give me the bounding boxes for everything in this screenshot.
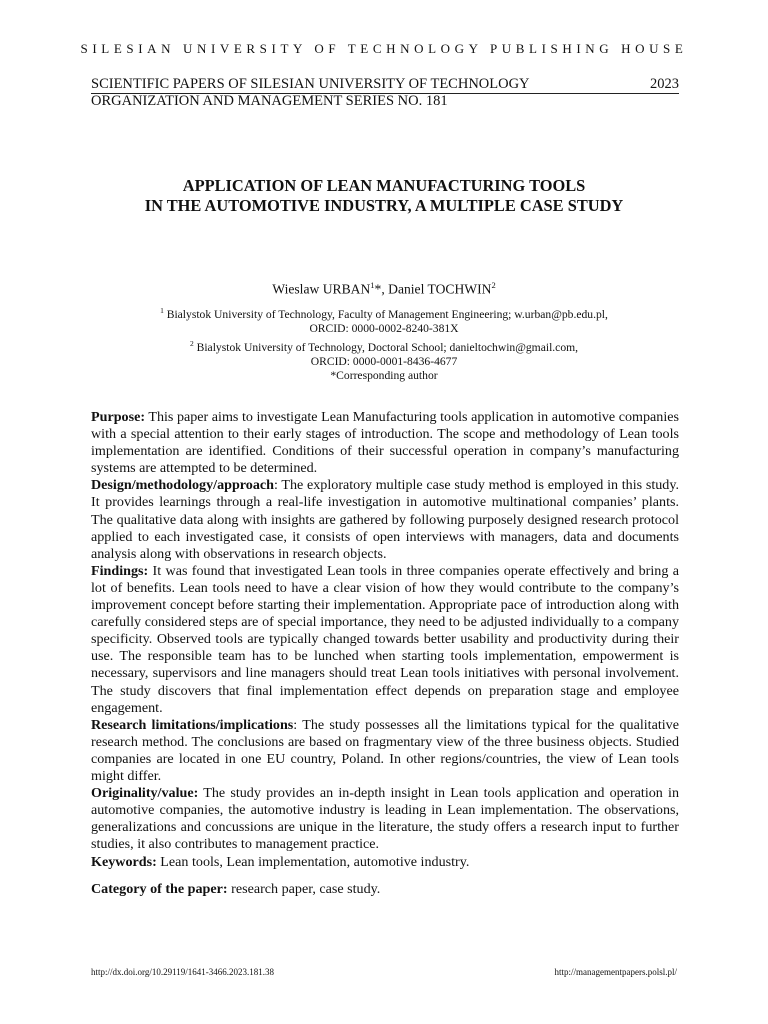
author-1: Wieslaw URBAN [272,281,371,297]
author-1-affil-mark: 1 [370,280,375,290]
keywords-label: Keywords: [91,854,157,870]
title-line-2: IN THE AUTOMOTIVE INDUSTRY, A MULTIPLE CASE STUDY [144,196,624,215]
affiliation-1-text: Bialystok University of Technology, Faculty of Management Engineering; w.urban@pb.edu.pl, [163,307,608,321]
originality-label: Originality/value: [91,785,199,802]
keywords-text: Lean tools, Lean implementation, automotive industry. [156,854,470,870]
affiliation-1-orcid: ORCID: 0000-0002-8240-381X [309,322,459,336]
affiliation-1 [60,304,708,322]
abstract-design [91,477,679,562]
title-line-1: APPLICATION OF LEAN MANUFACTURING TOOLS [182,176,586,195]
limitations-text: : The study possesses all the limitations typical for the qualitative research method. The conclusions are based on fragmentary view of the three business objects. Studied companies are located in one EU country, Poland. In other regions/countries, the view of Lean tools might differ. [91,716,679,784]
abstract-originality [91,785,679,853]
abstract-findings [91,563,679,717]
findings-label: Findings: [91,562,149,579]
paper-category [91,881,679,898]
doi-link[interactable]: http://dx.doi.org/10.29119/1641-3466.2023.181.38 [91,967,275,977]
design-label: Design/methodology/approach [91,477,274,494]
series-number: ORGANIZATION AND MANAGEMENT SERIES NO. 181 [91,93,448,109]
affiliation-2-mark: 2 [189,338,194,348]
category-text: research paper, case study. [227,881,381,897]
findings-text: It was found that investigated Lean tools in three companies operate effectively and bring a lot of benefits. Lean tools need to have a clear vision of how they would contribute to the company’s improvement concept before starting their implementation. Appropriate pace of introduction along with carefully considered steps are of special importance, they need to be adjusted individually to a company specificity. Observed tools are typically changed towards better usability and productivity during their use. The responsible team has to be lunched when starting tools implementation, empowerment is necessary, supervisors and line managers should treat Lean tools initiatives with personal involvement. The study discovers that final implementation effect depends on preparation stage and employee engagement. [91,562,679,716]
design-text: : The exploratory multiple case study method is employed in this study. It provides learnings through a real-life investigation in automotive multinational companies’ plants. The qualitative data along with insights are gathered by following purposely designed research protocol applied to each investigated case, it consists of open interviews with managers, data and documents analysis along with observations in research objects. [91,477,679,562]
paper-title [60,176,708,216]
author-2: Daniel TOCHWIN [388,281,492,297]
affiliation-2-orcid: ORCID: 0000-0001-8436-4677 [310,354,458,368]
affiliation-2 [60,337,708,355]
category-label: Category of the paper: [91,881,228,897]
abstract-purpose [91,409,679,477]
affiliation-2-text: Bialystok University of Technology, Doctoral School; danieltochwin@gmail.com, [193,340,579,354]
keywords [91,854,679,871]
limitations-label: Research limitations/implications [91,716,294,733]
purpose-text: This paper aims to investigate Lean Manufacturing tools application in automotive companies with a special attention to their early stages of introduction. The scope and methodology of Lean tools implementation are identified. Conditions of their successful operation in company’s manufacturing systems are attempted to be determined. [91,409,679,477]
publisher-header: SILESIAN UNIVERSITY OF TECHNOLOGY PUBLISHING HOUSE [80,41,688,56]
corresponding-note: *Corresponding author [330,369,438,383]
author-2-affil-mark: 2 [491,280,496,290]
abstract [91,409,679,853]
corresponding-star: *, [374,281,389,297]
purpose-label: Purpose: [91,409,146,425]
journal-site-link[interactable]: http://managementpapers.polsl.pl/ [554,967,677,977]
abstract-limitations [91,717,679,785]
author-list [0,280,768,298]
publication-year: 2023 [650,76,679,92]
affiliations [60,304,708,384]
journal-title: SCIENTIFIC PAPERS OF SILESIAN UNIVERSITY OF TECHNOLOGY [91,76,530,92]
originality-text: The study provides an in-depth insight in Lean tools application and operation in automotive companies, the automotive industry is leading in Lean implementation. The observations, generalizations and concussions are unique in the literature, the study offers a research input to further studies, it also contributes to management practice. [91,785,679,853]
affiliation-1-mark: 1 [160,306,164,315]
